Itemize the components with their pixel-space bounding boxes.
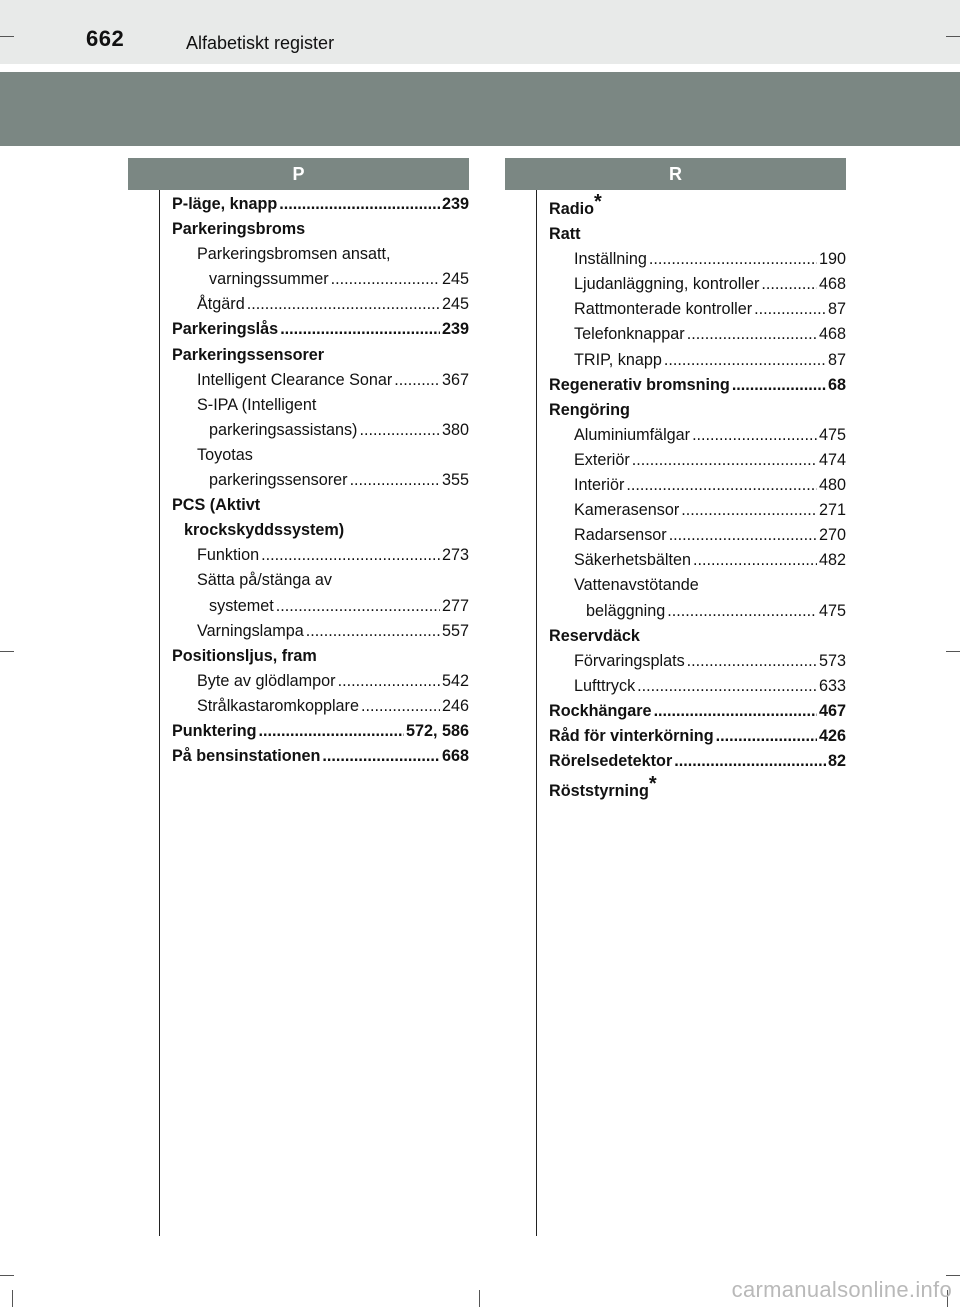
index-entry: [549, 322, 846, 347]
index-term: parkeringsassistans): [209, 420, 358, 439]
index-entry: [172, 694, 469, 719]
index-entry: [549, 297, 846, 322]
index-term: Exteriör: [574, 450, 630, 469]
index-term: Varningslampa: [197, 621, 304, 640]
index-term: Rattmonterade kontroller: [574, 300, 753, 319]
index-term: Interiör: [574, 476, 625, 495]
crop-mark: [946, 36, 960, 37]
index-term: TRIP, knapp: [574, 350, 662, 369]
watermark: carmanualsonline.info: [731, 1277, 952, 1302]
index-term: beläggning: [586, 601, 666, 620]
index-term: Förvaringsplats: [574, 651, 685, 670]
index-term: Byte av glödlampor: [197, 671, 336, 690]
index-entry: [172, 543, 469, 568]
page-reference[interactable]: 380: [441, 420, 469, 439]
index-column-p: [172, 192, 469, 769]
leader-dots: [761, 272, 817, 297]
index-term: Reservdäck: [549, 626, 640, 645]
page-reference[interactable]: 480: [818, 476, 846, 495]
leader-dots: [259, 719, 404, 744]
index-entry: [549, 222, 846, 247]
crop-mark: [0, 36, 14, 37]
page-reference[interactable]: 467: [818, 701, 846, 720]
index-term: Röststyrning: [549, 782, 649, 801]
index-term: Parkeringslås: [172, 320, 279, 339]
page-reference[interactable]: 68: [827, 375, 846, 394]
index-term: Råd för vinterkörning: [549, 726, 714, 745]
index-entry: [172, 242, 469, 267]
header-band: [0, 72, 960, 146]
leader-dots: [247, 292, 440, 317]
index-term: Punktering: [172, 721, 257, 740]
index-term: Regenerativ bromsning: [549, 375, 730, 394]
page-reference[interactable]: 668: [441, 747, 469, 766]
index-entry: [549, 523, 846, 548]
leader-dots: [261, 543, 440, 568]
page-number: 662: [86, 26, 125, 51]
leader-dots: [692, 423, 817, 448]
index-entry: [549, 749, 846, 774]
index-entry: [172, 594, 469, 619]
page-reference[interactable]: 468: [818, 275, 846, 294]
section-title: Alfabetiskt register: [186, 33, 335, 53]
leader-dots: [322, 744, 440, 769]
page-reference[interactable]: 426: [818, 726, 846, 745]
index-term: Rockhängare: [549, 701, 652, 720]
index-entry: [549, 398, 846, 423]
leader-dots: [754, 297, 826, 322]
index-entry: [549, 423, 846, 448]
index-entry: [549, 191, 846, 222]
index-term: Vattenavstötande: [574, 576, 699, 595]
leader-dots: [280, 317, 440, 342]
index-term: Lufttryck: [574, 676, 636, 695]
page-reference[interactable]: 557: [441, 621, 469, 640]
index-entry: [172, 619, 469, 644]
index-entry: [172, 393, 469, 418]
index-entry: [549, 674, 846, 699]
page-reference[interactable]: 542: [441, 671, 469, 690]
crop-mark: [12, 1290, 13, 1307]
index-term: Positionsljus, fram: [172, 646, 317, 665]
page-reference[interactable]: 190: [818, 250, 846, 269]
leader-dots: [732, 373, 826, 398]
leader-dots: [394, 368, 440, 393]
page-reference[interactable]: 475: [818, 425, 846, 444]
index-term: Ljudanläggning, kontroller: [574, 275, 760, 294]
page-reference[interactable]: 87: [827, 350, 846, 369]
index-entry: [549, 599, 846, 624]
crop-mark: [0, 651, 14, 652]
index-entry: [549, 348, 846, 373]
index-term: PCS (Aktivt: [172, 496, 261, 515]
index-entry: [172, 343, 469, 368]
index-term: Parkeringssensorer: [172, 345, 325, 364]
index-entry: [172, 292, 469, 317]
index-term: systemet: [209, 596, 274, 615]
page-reference[interactable]: 482: [818, 551, 846, 570]
index-entry: [172, 568, 469, 593]
index-entry: [172, 317, 469, 342]
index-entry: [549, 724, 846, 749]
index-entry: [549, 624, 846, 649]
page-reference[interactable]: 633: [818, 676, 846, 695]
page-reference[interactable]: 245: [441, 270, 469, 289]
index-entry: [549, 548, 846, 573]
index-term: Radio: [549, 200, 594, 218]
index-term: Parkeringsbroms: [172, 220, 306, 239]
index-term: Åtgärd: [197, 295, 245, 314]
leader-dots: [626, 473, 817, 498]
page-reference[interactable]: 572, 586: [405, 721, 469, 740]
leader-dots: [306, 619, 440, 644]
index-entry: [172, 368, 469, 393]
index-term: Sätta på/stänga av: [197, 571, 332, 590]
leader-dots: [649, 247, 817, 272]
page-reference[interactable]: 573: [818, 651, 846, 670]
index-entry: [549, 448, 846, 473]
index-term: Radarsensor: [574, 526, 667, 545]
page-reference[interactable]: 271: [818, 501, 846, 520]
page-header: [0, 0, 960, 64]
index-term: Intelligent Clearance Sonar: [197, 370, 393, 389]
leader-dots: [674, 749, 826, 774]
leader-dots: [350, 468, 440, 493]
page-reference[interactable]: 277: [441, 596, 469, 615]
leader-dots: [681, 498, 817, 523]
index-term: Ratt: [549, 225, 581, 244]
index-entry: [172, 192, 469, 217]
leader-dots: [693, 548, 817, 573]
column-rule-right: [536, 190, 537, 1236]
index-entry: [172, 518, 469, 543]
index-term: Rörelsedetektor: [549, 752, 673, 771]
crop-mark: [946, 651, 960, 652]
page-reference[interactable]: 273: [441, 546, 469, 565]
leader-dots: [716, 724, 817, 749]
index-entry: [549, 272, 846, 297]
index-term: parkeringssensorer: [209, 471, 348, 490]
index-entry: [549, 473, 846, 498]
index-entry: [172, 468, 469, 493]
leader-dots: [687, 322, 817, 347]
index-term: krockskyddssystem): [184, 521, 345, 540]
page-reference[interactable]: 474: [818, 450, 846, 469]
index-term: Strålkastaromkopplare: [197, 696, 359, 715]
index-entry: [172, 418, 469, 443]
page-reference[interactable]: 246: [441, 696, 469, 715]
index-column-r: [549, 192, 846, 804]
index-entry: [172, 644, 469, 669]
leader-dots: [632, 448, 817, 473]
index-term: Inställning: [574, 250, 647, 269]
leader-dots: [664, 348, 826, 373]
index-entry: [549, 247, 846, 272]
page-reference[interactable]: 239: [441, 195, 469, 213]
index-term: Parkeringsbromsen ansatt,: [197, 245, 391, 264]
leader-dots: [338, 669, 440, 694]
crop-mark: [946, 1275, 960, 1276]
page-reference[interactable]: 270: [818, 526, 846, 545]
column-rule-left: [159, 190, 160, 1236]
leader-dots: [654, 699, 817, 724]
index-term: På bensinstationen: [172, 747, 321, 766]
crop-mark: [479, 1290, 480, 1307]
leader-dots: [667, 599, 817, 624]
index-entry: [172, 744, 469, 769]
index-term: P-läge, knapp: [172, 195, 278, 213]
index-entry: [549, 649, 846, 674]
leader-dots: [331, 267, 440, 292]
index-term: S-IPA (Intelligent: [197, 395, 317, 414]
leader-dots: [687, 649, 817, 674]
page-reference[interactable]: 355: [441, 471, 469, 490]
index-term: Aluminiumfälgar: [574, 425, 691, 444]
index-entry: [172, 669, 469, 694]
leader-dots: [276, 594, 440, 619]
leader-dots: [361, 694, 440, 719]
page-reference[interactable]: 239: [441, 320, 469, 339]
index-term: Toyotas: [197, 445, 253, 464]
index-entry: [549, 498, 846, 523]
letter-header-r: R: [505, 158, 846, 190]
page-reference[interactable]: 468: [818, 325, 846, 344]
page-reference[interactable]: 367: [441, 370, 469, 389]
index-entry: [172, 443, 469, 468]
leader-dots: [669, 523, 817, 548]
index-term: Rengöring: [549, 400, 630, 419]
index-entry: [549, 773, 846, 804]
index-term: Säkerhetsbälten: [574, 551, 691, 570]
index-entry: [172, 493, 469, 518]
index-term: Funktion: [197, 546, 260, 565]
page-reference[interactable]: 87: [827, 300, 846, 319]
asterisk-mark: *: [648, 773, 657, 796]
index-entry: [549, 699, 846, 724]
index-term: Telefonknappar: [574, 325, 685, 344]
index-entry: [172, 719, 469, 744]
index-term: varningssummer: [209, 270, 329, 289]
page-reference[interactable]: 245: [441, 295, 469, 314]
index-entry: [172, 217, 469, 242]
letter-header-p: P: [128, 158, 469, 190]
leader-dots: [279, 192, 440, 217]
crop-mark: [0, 1275, 14, 1276]
index-entry: [172, 267, 469, 292]
index-term: Kamerasensor: [574, 501, 680, 520]
index-entry: [549, 373, 846, 398]
page-reference[interactable]: 82: [827, 752, 846, 771]
asterisk-mark: *: [593, 191, 602, 213]
page-reference[interactable]: 475: [818, 601, 846, 620]
leader-dots: [359, 418, 440, 443]
leader-dots: [637, 674, 817, 699]
index-entry: [549, 573, 846, 598]
